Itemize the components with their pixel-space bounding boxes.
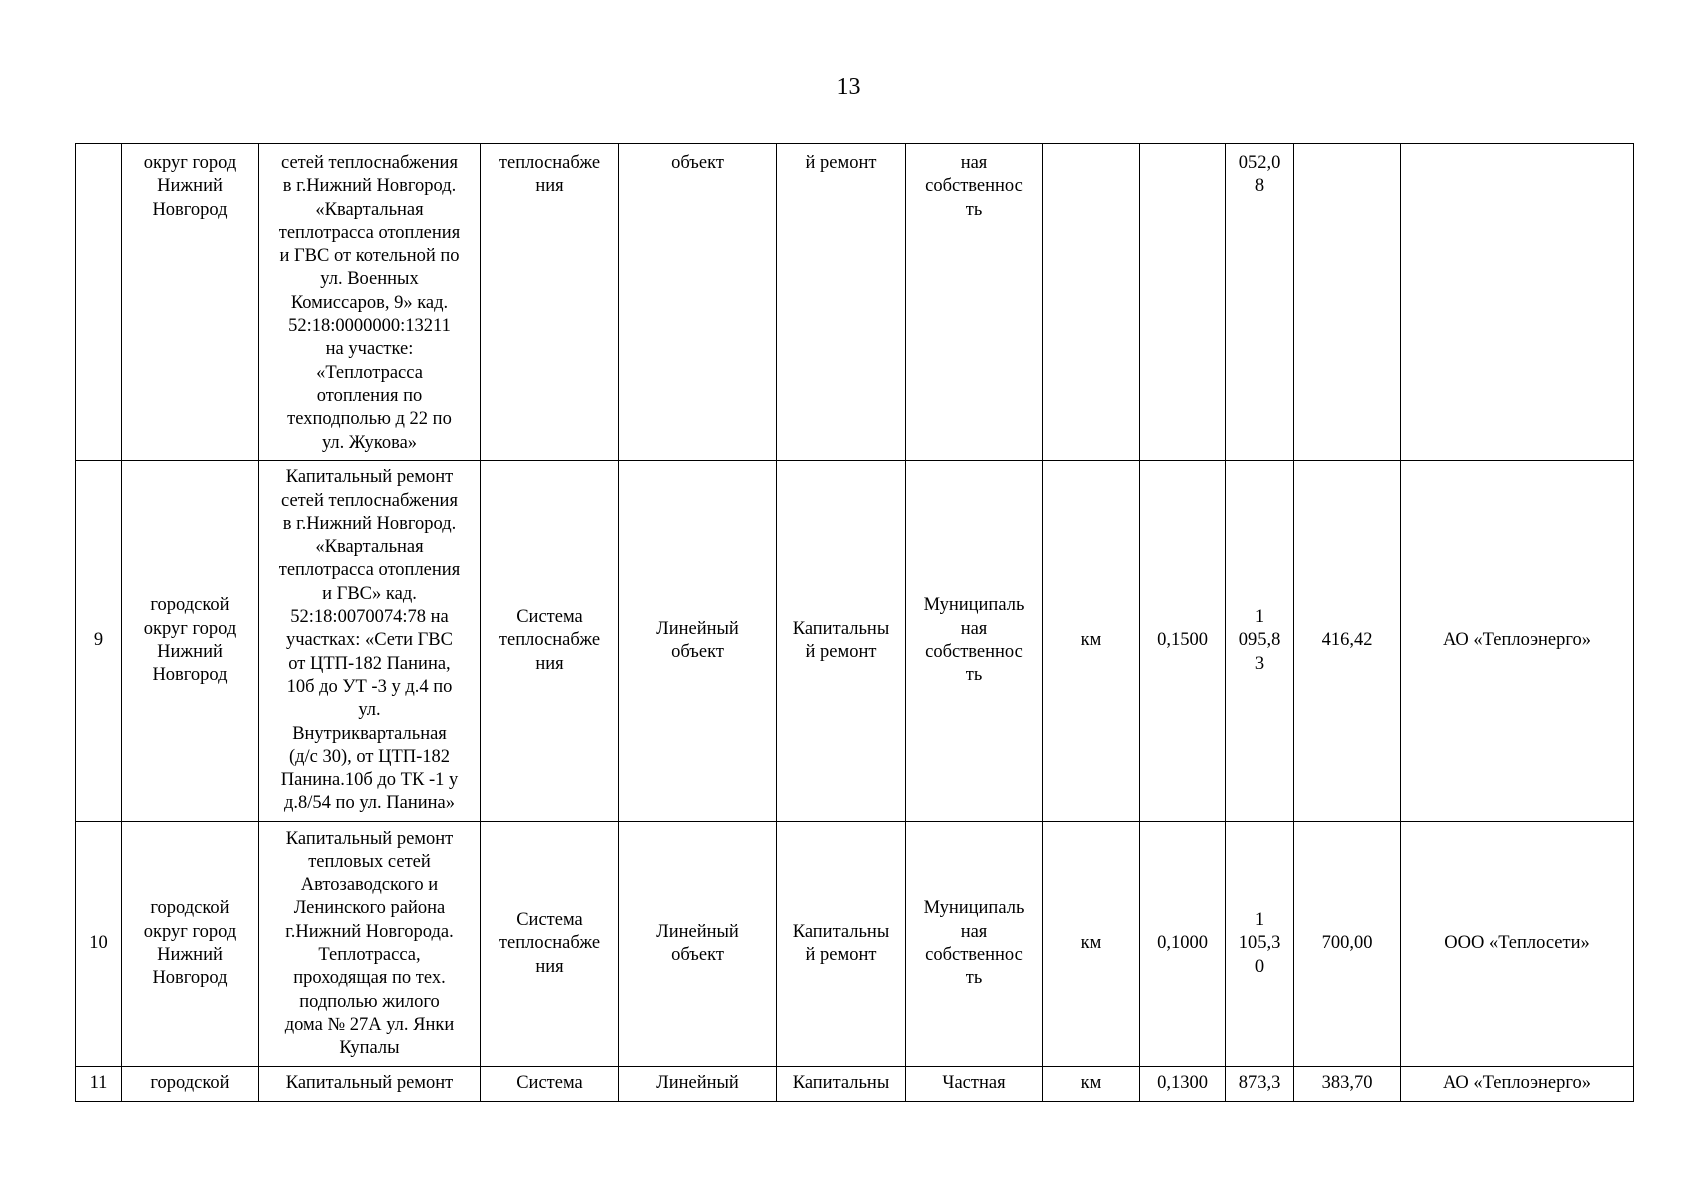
object-type-cell: Линейный объект <box>619 461 777 822</box>
ownership-cell: Муниципаль ная собственнос ть <box>906 461 1043 822</box>
work-type-cell: Капитальны <box>777 1067 906 1102</box>
table-row <box>76 1067 1634 1102</box>
municipality-cell: городской округ город Нижний Новгород <box>122 461 259 822</box>
quantity-cell <box>1140 144 1226 461</box>
unit-cell <box>1043 144 1140 461</box>
object-type-cell: объект <box>619 144 777 461</box>
unit-cell: км <box>1043 1067 1140 1102</box>
amount-cell: 416,42 <box>1294 461 1401 822</box>
cost-cell: 873,3 <box>1226 1067 1294 1102</box>
table-row <box>76 144 1634 461</box>
organization-cell: ООО «Теплосети» <box>1401 822 1634 1067</box>
unit-cell: км <box>1043 822 1140 1067</box>
system-cell: теплоснабже ния <box>481 144 619 461</box>
organization-cell: АО «Теплоэнерго» <box>1401 461 1634 822</box>
object-type-cell: Линейный объект <box>619 822 777 1067</box>
row-number: 9 <box>76 461 122 822</box>
page-number: 13 <box>836 74 861 100</box>
amount-cell <box>1294 144 1401 461</box>
row-number: 11 <box>76 1067 122 1102</box>
amount-cell: 383,70 <box>1294 1067 1401 1102</box>
quantity-cell: 0,1000 <box>1140 822 1226 1067</box>
system-cell: Система теплоснабже ния <box>481 461 619 822</box>
system-cell: Система <box>481 1067 619 1102</box>
system-cell: Система теплоснабже ния <box>481 822 619 1067</box>
organization-cell <box>1401 144 1634 461</box>
municipality-cell: округ город Нижний Новгород <box>122 144 259 461</box>
work-type-cell: Капитальны й ремонт <box>777 822 906 1067</box>
object-name-cell: Капитальный ремонт тепловых сетей Автозаводского и Ленинского района г.Нижний Новгорода. Теплотрасса, проходящая по тех. подполью жилого дома № 27А ул. Янки Купалы <box>259 822 481 1067</box>
row-number: 10 <box>76 822 122 1067</box>
table-row <box>76 822 1634 1067</box>
cost-cell: 1 105,3 0 <box>1226 822 1294 1067</box>
work-type-cell: й ремонт <box>777 144 906 461</box>
cost-cell: 052,0 8 <box>1226 144 1294 461</box>
ownership-cell: Частная <box>906 1067 1043 1102</box>
ownership-cell: ная собственнос ть <box>906 144 1043 461</box>
table-row <box>76 461 1634 822</box>
ownership-cell: Муниципаль ная собственнос ть <box>906 822 1043 1067</box>
organization-cell: АО «Теплоэнерго» <box>1401 1067 1634 1102</box>
object-name-cell: Капитальный ремонт сетей теплоснабжения в г.Нижний Новгород. «Квартальная теплотрасса отопления и ГВС» кад. 52:18:0070074:78 на участках: «Сети ГВС от ЦТП-182 Панина, 10б до УТ -3 у д.4 по ул. Внутриквартальная (д/с 30), от ЦТП-182 Панина.10б до ТК -1 у д.8/54 по ул. Панина» <box>259 461 481 822</box>
row-number <box>76 144 122 461</box>
quantity-cell: 0,1500 <box>1140 461 1226 822</box>
unit-cell: км <box>1043 461 1140 822</box>
amount-cell: 700,00 <box>1294 822 1401 1067</box>
municipality-cell: городской <box>122 1067 259 1102</box>
object-name-cell: сетей теплоснабжения в г.Нижний Новгород. «Квартальная теплотрасса отопления и ГВС от котельной по ул. Военных Комиссаров, 9» кад. 52:18:0000000:13211 на участке: «Теплотрасса отопления по техподполью д 22 по ул. Жукова» <box>259 144 481 461</box>
object-name-cell: Капитальный ремонт <box>259 1067 481 1102</box>
municipality-cell: городской округ город Нижний Новгород <box>122 822 259 1067</box>
work-type-cell: Капитальны й ремонт <box>777 461 906 822</box>
object-type-cell: Линейный <box>619 1067 777 1102</box>
cost-cell: 1 095,8 3 <box>1226 461 1294 822</box>
capital-repair-table <box>75 143 1634 1102</box>
quantity-cell: 0,1300 <box>1140 1067 1226 1102</box>
